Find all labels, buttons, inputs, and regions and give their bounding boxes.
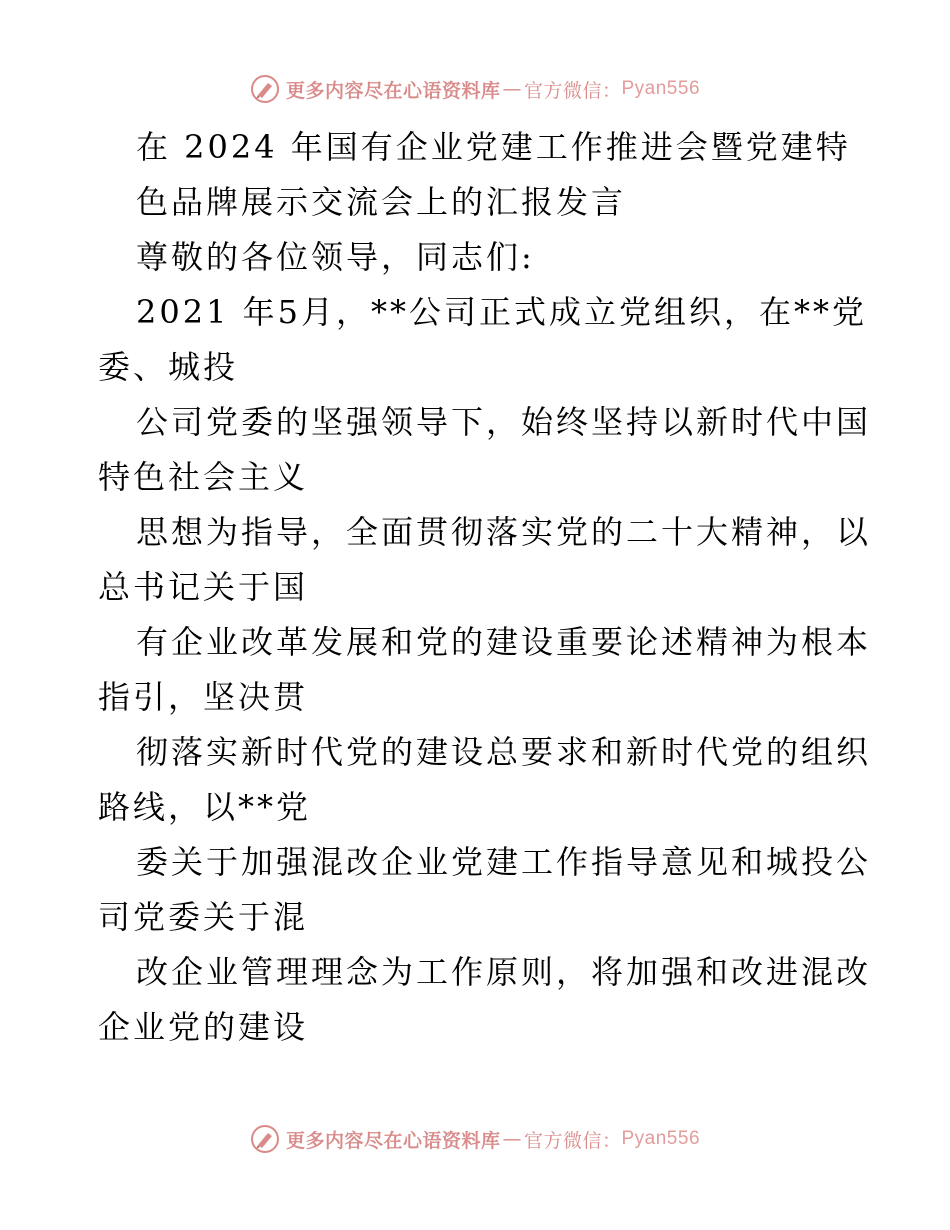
title-line-1: 在 2024 年国有企业党建工作推进会暨党建特 xyxy=(136,128,851,166)
footer-watermark xyxy=(0,1124,950,1154)
paragraph-line: 企业党的建设 xyxy=(98,1008,309,1046)
paragraph-line: 彻落实新时代党的建设总要求和新时代党的组织 xyxy=(136,733,872,771)
paragraph-line: 改企业管理理念为工作原则，将加强和改进混改 xyxy=(136,953,872,991)
salutation: 尊敬的各位领导，同志们: xyxy=(136,238,535,276)
paragraph-line: 思想为指导，全面贯彻落实党的二十大精神，以 xyxy=(136,513,872,551)
watermark-sub-text: 官方微信： xyxy=(523,1129,622,1152)
paragraph-line: 委、城投 xyxy=(98,348,239,386)
watermark-wechat-id: Pyan556 xyxy=(621,78,701,99)
pen-logo-icon xyxy=(250,1124,280,1154)
paragraph-line: 委关于加强混改企业党建工作指导意见和城投公 xyxy=(136,843,872,881)
paragraph-line: 司党委关于混 xyxy=(98,898,309,936)
pen-logo-icon xyxy=(250,74,280,104)
paragraph-line: 2021 年5月，**公司正式成立党组织，在**党 xyxy=(136,293,867,331)
title-line-2: 色品牌展示交流会上的汇报发言 xyxy=(136,183,627,221)
watermark-separator: — xyxy=(502,1128,522,1150)
document-body xyxy=(98,120,872,1055)
watermark-main-text: 更多内容尽在心语资料库 xyxy=(285,1129,501,1152)
watermark-sub-text: 官方微信： xyxy=(523,79,622,102)
watermark-main-text: 更多内容尽在心语资料库 xyxy=(285,79,501,102)
paragraph-line: 总书记关于国 xyxy=(98,568,309,606)
paragraph-line: 路线，以**党 xyxy=(98,788,312,826)
watermark-separator: — xyxy=(502,78,522,100)
paragraph-line: 公司党委的坚强领导下，始终坚持以新时代中国 xyxy=(136,403,872,441)
paragraph-line: 有企业改革发展和党的建设重要论述精神为根本 xyxy=(136,623,872,661)
watermark-wechat-id: Pyan556 xyxy=(621,1128,701,1149)
paragraph-line: 指引，坚决贯 xyxy=(98,678,309,716)
paragraph-line: 特色社会主义 xyxy=(98,458,309,496)
header-watermark xyxy=(0,74,950,104)
